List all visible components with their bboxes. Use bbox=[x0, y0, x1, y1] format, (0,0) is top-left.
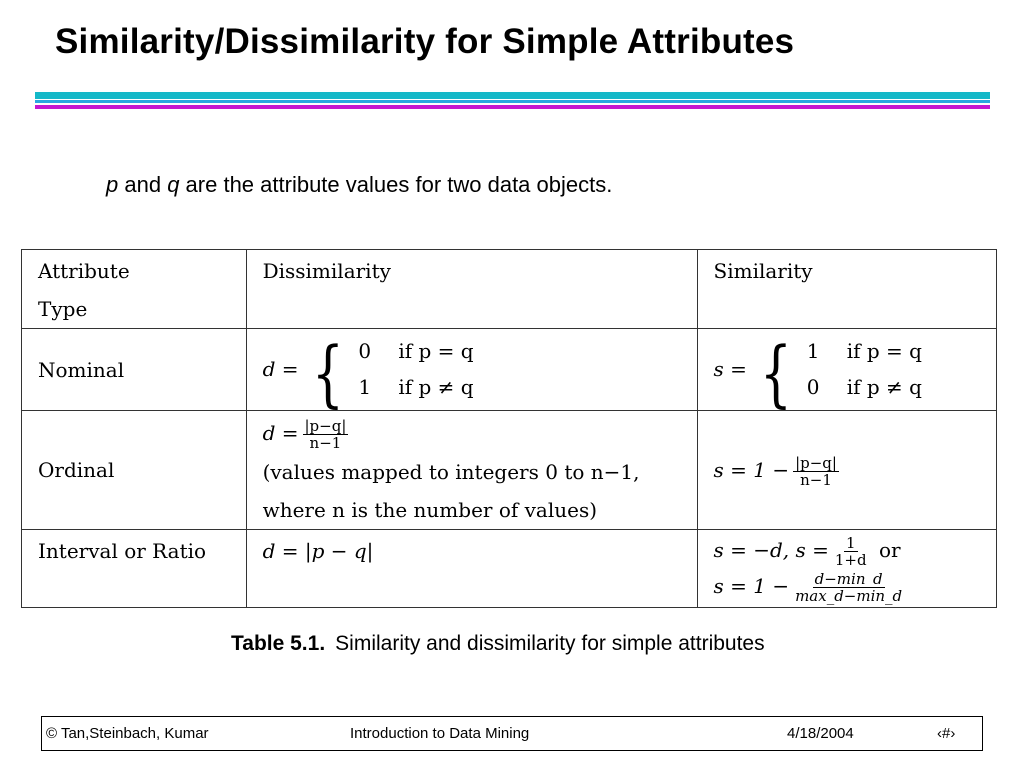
header-attribute-type bbox=[22, 250, 247, 329]
interval-sim1-a: s = −d, s = bbox=[713, 538, 829, 562]
footer-course: Introduction to Data Mining bbox=[350, 725, 530, 742]
intro-text bbox=[106, 172, 612, 198]
interval-sim2-num: d−min_d bbox=[814, 570, 883, 588]
table-row-nominal bbox=[22, 329, 997, 411]
interval-dissimilarity: d = |p − q| bbox=[246, 530, 697, 608]
footer-page-number: ‹#› bbox=[937, 725, 956, 742]
header-similarity: Similarity bbox=[697, 250, 997, 329]
brace: { bbox=[311, 331, 344, 415]
interval-sim2-fraction bbox=[793, 571, 904, 604]
nominal-similarity bbox=[697, 329, 997, 415]
footer-date: 4/18/2004 bbox=[787, 725, 854, 742]
nominal-sim-case1-cond: if p = q bbox=[846, 339, 922, 363]
slide-footer bbox=[41, 716, 983, 751]
nominal-type: Nominal bbox=[22, 329, 247, 411]
slide-title: Similarity/Dissimilarity for Simple Attributes bbox=[55, 22, 795, 61]
nominal-sim-case2-cond: if p ≠ q bbox=[846, 375, 922, 399]
ordinal-type: Ordinal bbox=[22, 411, 247, 530]
title-rule-magenta bbox=[35, 105, 990, 109]
nominal-sim-case2-val: 0 bbox=[806, 375, 820, 399]
footer-copyright: © Tan,Steinbach, Kumar bbox=[46, 725, 209, 742]
ordinal-dis-note2: where n is the number of values) bbox=[262, 498, 598, 522]
nominal-dis-case1-cond: if p = q bbox=[398, 339, 474, 363]
nominal-sim-case1-val: 1 bbox=[806, 339, 820, 363]
interval-sim2-den: max_d−min_d bbox=[795, 587, 903, 605]
interval-sim1-fraction bbox=[833, 535, 869, 568]
ordinal-dissimilarity bbox=[246, 411, 697, 530]
ordinal-dis-num: |p−q| bbox=[304, 417, 347, 435]
ordinal-sim-lhs: s = 1 − bbox=[713, 458, 790, 482]
title-rule-cyan bbox=[35, 92, 990, 99]
ordinal-sim-fraction bbox=[793, 455, 839, 488]
nominal-dis-case2-val: 1 bbox=[358, 375, 372, 399]
nominal-sim-lhs: s = bbox=[713, 357, 747, 381]
header-type-line1: Attribute bbox=[38, 259, 130, 283]
table-header-row bbox=[22, 250, 997, 329]
intro-rest: are the attribute values for two data objects. bbox=[179, 172, 613, 197]
brace: { bbox=[759, 331, 792, 415]
interval-sim1-den: 1+d bbox=[834, 551, 867, 569]
nominal-dis-lhs: d = bbox=[262, 357, 299, 381]
interval-type: Interval or Ratio bbox=[22, 530, 247, 608]
intro-q: q bbox=[167, 172, 180, 197]
table-caption bbox=[231, 632, 765, 656]
header-dissimilarity: Dissimilarity bbox=[246, 250, 697, 329]
nominal-dis-case2-cond: if p ≠ q bbox=[398, 375, 474, 399]
ordinal-dis-note1: (values mapped to integers 0 to n−1, bbox=[262, 460, 640, 484]
header-type-line2: Type bbox=[38, 297, 88, 321]
ordinal-dis-den: n−1 bbox=[309, 434, 342, 452]
interval-sim1-num: 1 bbox=[845, 534, 856, 552]
nominal-dis-case1-val: 0 bbox=[358, 339, 372, 363]
ordinal-sim-num: |p−q| bbox=[795, 454, 837, 472]
title-rule-blue bbox=[35, 100, 990, 103]
intro-p: p bbox=[106, 172, 119, 197]
caption-label: Table 5.1. bbox=[231, 632, 326, 655]
ordinal-similarity bbox=[697, 411, 997, 530]
attribute-table bbox=[21, 249, 997, 608]
table-row-interval bbox=[22, 530, 997, 608]
ordinal-sim-den: n−1 bbox=[800, 471, 832, 489]
interval-sim1-or: or bbox=[878, 538, 901, 562]
interval-sim2-lhs: s = 1 − bbox=[713, 574, 790, 598]
ordinal-dis-fraction bbox=[303, 418, 349, 451]
caption-text: Similarity and dissimilarity for simple attributes bbox=[335, 632, 765, 655]
nominal-dissimilarity bbox=[246, 329, 697, 415]
intro-and: and bbox=[118, 172, 168, 197]
table-row-ordinal bbox=[22, 411, 997, 530]
interval-similarity bbox=[697, 530, 997, 608]
ordinal-dis-lhs: d = bbox=[262, 421, 299, 445]
